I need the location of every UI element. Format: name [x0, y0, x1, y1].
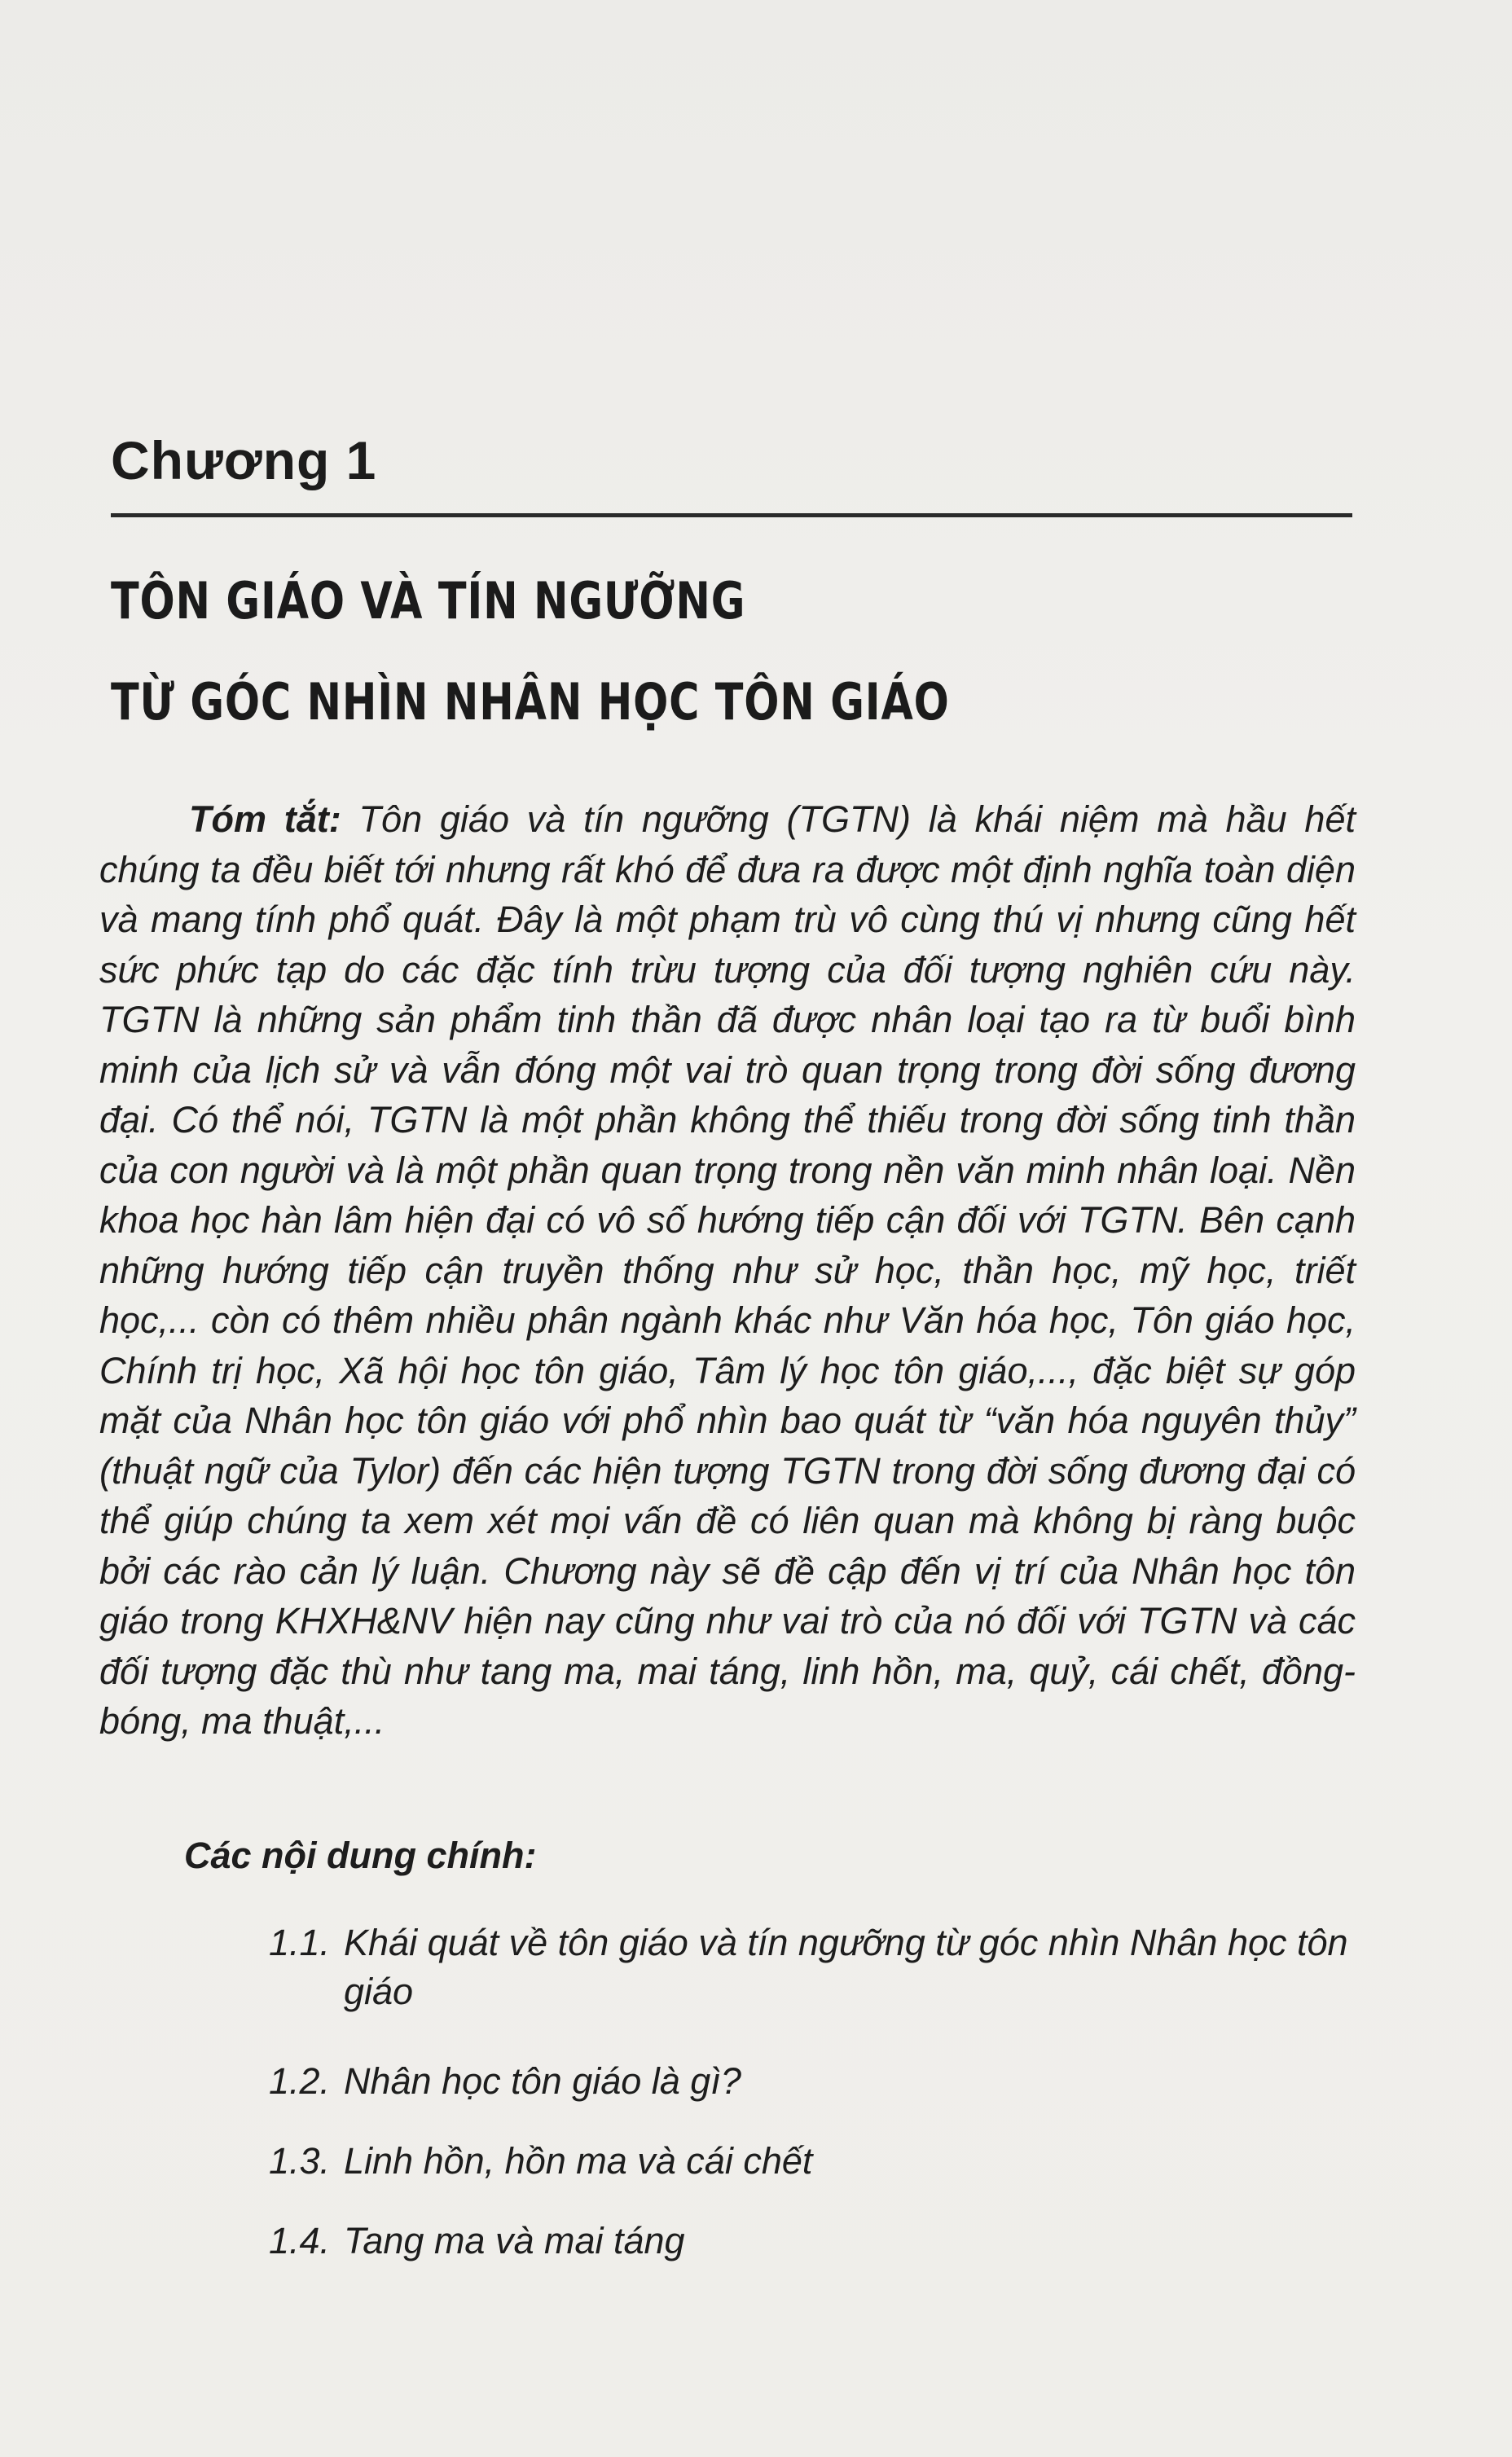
abstract-paragraph: [99, 794, 1356, 1747]
abstract-lead: Tóm tắt:: [189, 798, 341, 840]
contents-item-number: 1.2.: [269, 2060, 331, 2102]
abstract-body: Tôn giáo và tín ngưỡng (TGTN) là khái niệm mà hầu hết chúng ta đều biết tới nhưng rất khó để đưa ra được một định nghĩa toàn diện và mang tính phổ quát. Đây là một phạm trù vô cùng thú vị nhưng cũng hết sức phức tạp do các đặc tính trừu tượng của đối tượng nghiên cứu này. TGTN là những sản phẩm tinh thần đã được nhân loại tạo ra từ buổi bình minh của lịch sử và vẫn đóng một vai trò quan trọng trong đời sống đương đại. Có thể nói, TGTN là một phần không thể thiếu trong đời sống tinh thần của con người và là một phần quan trọng trong nền văn minh nhân loại. Nền khoa học hàn lâm hiện đại có vô số hướng tiếp cận đối với TGTN. Bên cạnh những hướng tiếp cận truyền thống như sử học, thần học, mỹ học, triết học,... còn có thêm nhiều phân ngành khác như Văn hóa học, Tôn giáo học, Chính trị học, Xã hội học tôn giáo, Tâm lý học tôn giáo,..., đặc biệt sự góp mặt của Nhân học tôn giáo với phổ nhìn bao quát từ “văn hóa nguyên thủy” (thuật ngữ của Tylor) đến các hiện tượng TGTN trong đời sống đương đại có thể giúp chúng ta xem xét mọi vấn đề có liên quan mà không bị ràng buộc bởi các rào cản lý luận. Chương này sẽ đề cập đến vị trí của Nhân học tôn giáo trong KHXH&NV hiện nay cũng như vai trò của nó đối với TGTN và các đối tượng đặc thù như tang ma, mai táng, linh hồn, ma, quỷ, cái chết, đồng-bóng, ma thuật,...: [99, 798, 1356, 1742]
chapter-title: [111, 551, 1146, 753]
chapter-title-line-2: TỪ GÓC NHÌN NHÂN HỌC TÔN GIÁO: [111, 672, 950, 732]
contents-item: [269, 2137, 1360, 2186]
chapter-title-line-1: TÔN GIÁO VÀ TÍN NGƯỠNG: [111, 571, 746, 631]
contents-item-number: 1.3.: [269, 2140, 331, 2182]
chapter-label: Chương 1: [111, 430, 377, 490]
contents-item: [269, 2217, 1360, 2266]
contents-item-text: Nhân học tôn giáo là gì?: [344, 2060, 741, 2102]
contents-item-text: Tang ma và mai táng: [344, 2220, 685, 2261]
contents-item-text: Khái quát về tôn giáo và tín ngưỡng từ góc nhìn Nhân học tôn giáo: [344, 1922, 1348, 2012]
contents-item-text: Linh hồn, hồn ma và cái chết: [344, 2140, 813, 2182]
contents-item-number: 1.4.: [269, 2220, 331, 2261]
contents-item-number: 1.1.: [269, 1922, 331, 1963]
contents-item: [269, 1919, 1360, 2016]
chapter-rule: [111, 513, 1352, 517]
contents-heading: Các nội dung chính:: [184, 1835, 537, 1876]
contents-item: [269, 2057, 1360, 2106]
